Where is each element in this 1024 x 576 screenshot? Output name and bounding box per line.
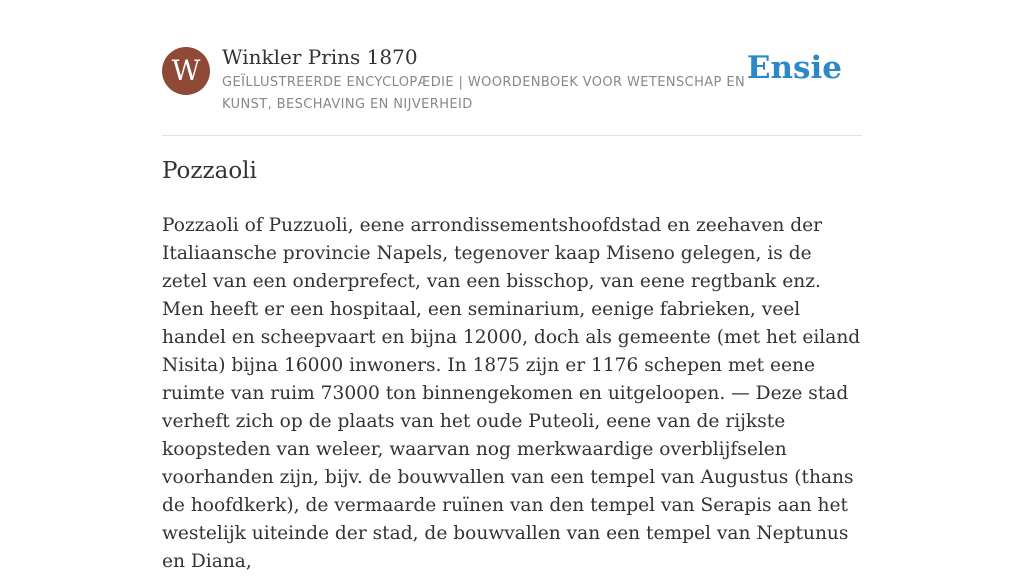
source-subtitle: GEÏLLUSTREERDE ENCYCLOPÆDIE | WOORDENBOEK VOOR WETENSCHAP EN KUNST, BESCHAVING EN NIJVERHEID: [222, 75, 746, 112]
ensie-logo-link[interactable]: Ensie: [746, 50, 842, 86]
source-avatar[interactable]: W: [162, 47, 210, 95]
source-header: [162, 0, 862, 136]
entry-title: Pozzaoli: [162, 158, 257, 184]
entry-body: Pozzaoli of Puzzuoli, eene arrondissementshoofdstad en zeehaven der Italiaansche provincie Napels, tegenover kaap Miseno gelegen, is de zetel van een onderprefect, van een bisschop, van eene regtbank enz. Men heeft er een hospitaal, een seminarium, eenige fabrieken, veel handel en scheepvaart en bijna 12000, doch als gemeente (met het eiland Nisita) bijna 16000 inwoners. In 1875 zijn er 1176 schepen met eene ruimte van ruim 73000 ton binnengekomen en uitgeloopen. — Deze stad verheft zich op de plaats van het oude Puteoli, eene van de rijkste koopsteden van weleer, waarvan nog merkwaardige overblijfselen voorhanden zijn, bijv. de bouwvallen van een tempel van Augustus (thans de hoofdkerk), de vermaarde ruïnen van den tempel van Serapis aan het westelijk uiteinde der stad, de bouwvallen van een tempel van Neptunus en Diana,: [162, 215, 861, 572]
page-container: [162, 0, 862, 572]
source-title[interactable]: Winkler Prins 1870: [222, 45, 418, 69]
